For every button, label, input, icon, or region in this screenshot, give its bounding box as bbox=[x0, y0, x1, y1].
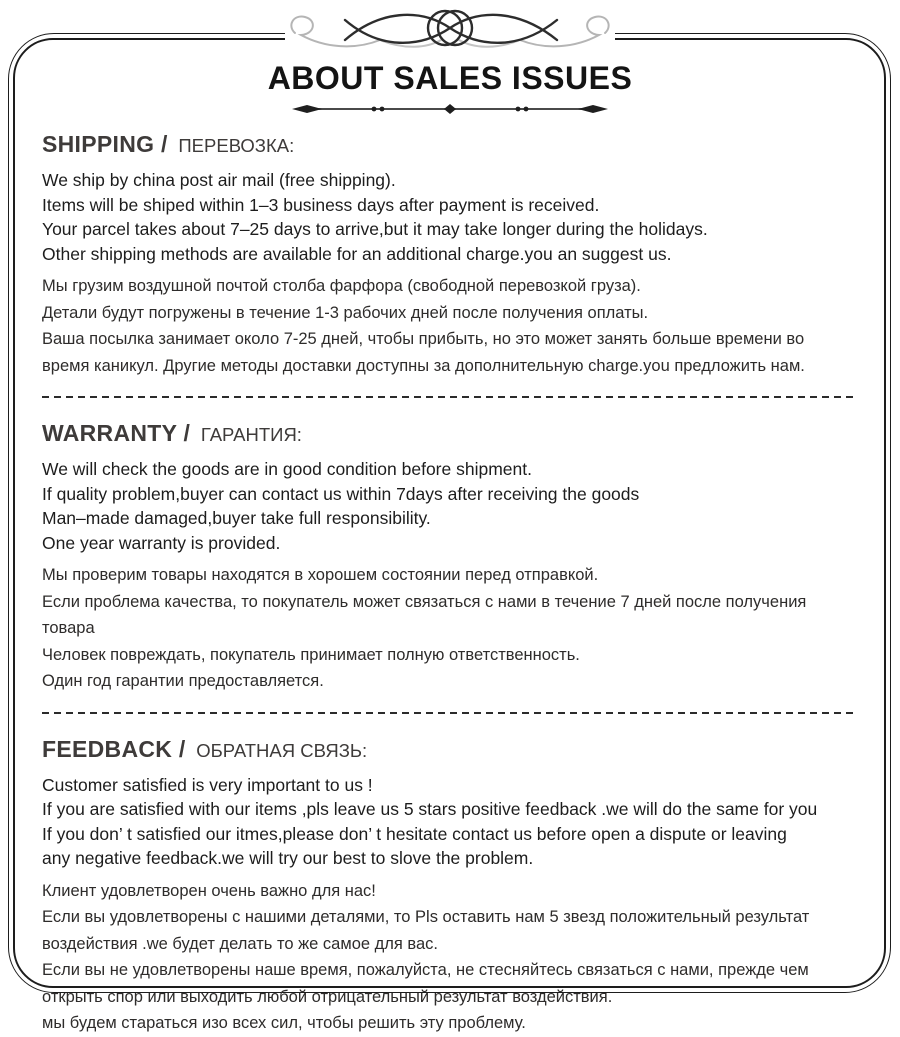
shipping-title-russian: ПЕРЕВОЗКА: bbox=[178, 135, 295, 156]
text-line: If quality problem,buyer can contact us within 7days after receiving the goods bbox=[42, 483, 640, 504]
text-line: any negative feedback.we will try our best to slove the problem. bbox=[42, 848, 534, 868]
warranty-russian-text bbox=[42, 562, 858, 695]
page-title: ABOUT SALES ISSUES bbox=[267, 60, 633, 96]
text-line: Один год гарантии предоставляется. bbox=[42, 672, 324, 690]
text-line: Ваша посылка занимает около 7-25 дней, чтобы прибыть, но это может занять больше времени во bbox=[42, 330, 805, 348]
section-divider bbox=[42, 396, 858, 398]
feedback-section-title bbox=[42, 736, 858, 764]
text-line: If you don’ t satisfied our itmes,please don’ t hesitate contact us before open a dispute or leaving bbox=[42, 823, 787, 844]
text-line: мы будем стараться изо всех сил, чтобы решить эту проблему. bbox=[42, 1014, 526, 1032]
text-line: открыть спор или выходить любой отрицательный результат воздействия. bbox=[42, 987, 613, 1006]
text-line: Items will be shiped within 1–3 business days after payment is received. bbox=[42, 194, 600, 215]
text-line: Мы грузим воздушной почтой столба фарфора (свободной перевозкой груза). bbox=[42, 277, 641, 295]
shipping-title-english: SHIPPING / bbox=[42, 131, 168, 157]
warranty-title-english: WARRANTY / bbox=[42, 420, 191, 446]
text-line: One year warranty is provided. bbox=[42, 532, 281, 553]
text-line: воздействия .we будет делать то же самое для вас. bbox=[42, 934, 438, 953]
feedback-english-text bbox=[42, 773, 858, 871]
flourish-ornament-icon bbox=[285, 0, 615, 58]
shipping-section-title bbox=[42, 131, 858, 159]
text-line: Customer satisfied is very important to us ! bbox=[42, 774, 373, 795]
text-line: Your parcel takes about 7–25 days to arrive,but it may take longer during the holidays. bbox=[42, 219, 708, 239]
text-line: Если проблема качества, то покупатель может связаться с нами в течение 7 дней после получения товара bbox=[42, 592, 807, 637]
shipping-english-text bbox=[42, 168, 858, 266]
page-content bbox=[0, 54, 900, 1037]
text-line: We will check the goods are in good condition before shipment. bbox=[42, 459, 532, 479]
text-line: Man–made damaged,buyer take full responsibility. bbox=[42, 508, 431, 528]
feedback-title-russian: ОБРАТНАЯ СВЯЗЬ: bbox=[196, 739, 368, 761]
warranty-section-title bbox=[42, 420, 858, 448]
arrow-dot-rule-divider-icon bbox=[290, 101, 610, 117]
section-feedback bbox=[0, 722, 900, 1037]
warranty-title-russian: ГАРАНТИЯ: bbox=[200, 424, 302, 445]
text-line: Детали будут погружены в течение 1-3 рабочих дней после получения оплаты. bbox=[42, 303, 649, 322]
text-line: If you are satisfied with our items ,pls leave us 5 stars positive feedback .we will do the same for you bbox=[42, 799, 818, 819]
section-shipping bbox=[0, 117, 900, 379]
text-line: We ship by china post air mail (free shipping). bbox=[42, 170, 396, 190]
section-divider bbox=[42, 712, 858, 714]
text-line: время каникул. Другие методы доставки доступны за дополнительную charge.you предложить нам. bbox=[42, 356, 805, 375]
text-line: Клиент удовлетворен очень важно для нас! bbox=[42, 881, 376, 900]
text-line: Если вы удовлетворены с нашими деталями, то Pls оставить нам 5 звезд положительный результат bbox=[42, 908, 810, 926]
feedback-title-english: FEEDBACK / bbox=[42, 735, 186, 762]
warranty-english-text bbox=[42, 457, 858, 555]
section-warranty bbox=[0, 406, 900, 695]
text-line: Мы проверим товары находятся в хорошем состоянии перед отправкой. bbox=[42, 566, 599, 584]
shipping-russian-text bbox=[42, 273, 858, 379]
text-line: Если вы не удовлетворены наше время, пожалуйста, не стесняйтесь связаться с нами, прежде чем bbox=[42, 961, 809, 979]
text-line: Человек повреждать, покупатель принимает полную ответственность. bbox=[42, 645, 580, 664]
text-line: Other shipping methods are available for an additional charge.you an suggest us. bbox=[42, 243, 672, 264]
